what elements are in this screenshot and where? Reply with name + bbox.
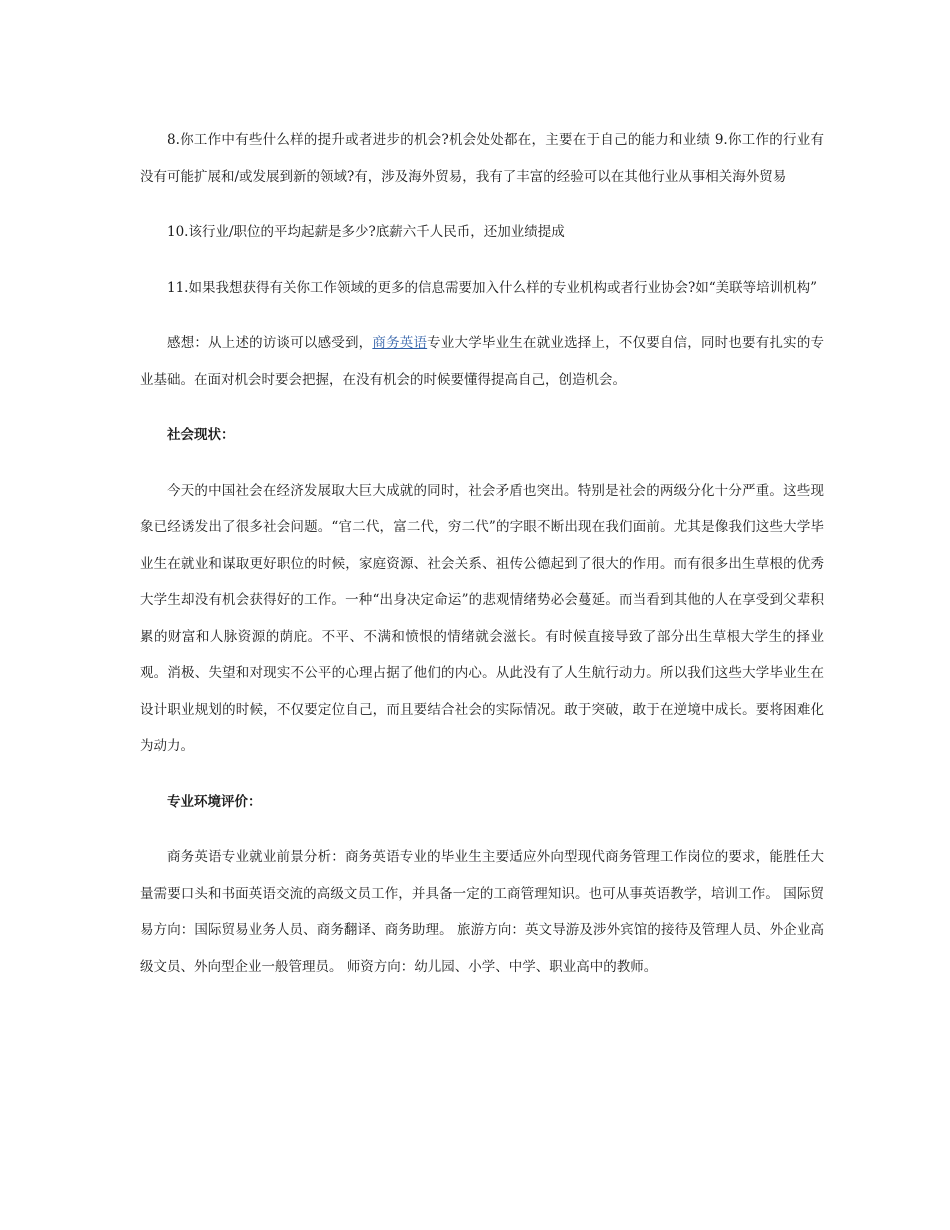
social-status-heading: 社会现状：	[167, 427, 235, 443]
business-english-link[interactable]: 商务英语	[372, 335, 428, 351]
reflection-suffix: 专业大学毕业生在就业选择上，不仅要自信，同时也要有扎实的专业基础。在面对机会时要会把握，在没有机会的时候要懂得提高自己，创造机会。	[140, 335, 825, 388]
major-environment-paragraph: 商务英语专业就业前景分析：商务英语专业的毕业生主要适应外向型现代商务管理工作岗位的要求，能胜任大量需要口头和书面英语交流的高级文员工作，并具备一定的工商管理知识。也可从事英语教学，培训工作。 国际贸易方向：国际贸易业务人员、商务翻译、商务助理。 旅游方向：英文导游及涉外宾馆的接待及管理人员、外企业高级文员、外向型企业一般管理员。 师资方向：幼儿园、小学、中学、职业高中的教师。	[140, 849, 824, 975]
question-11: 11.如果我想获得有关你工作领域的更多的信息需要加入什么样的专业机构或者行业协会?如“美联等培训机构”	[167, 279, 818, 296]
reflection-paragraph	[140, 325, 824, 398]
document-page	[140, 122, 824, 1004]
question-10: 10.该行业/职位的平均起薪是多少?底薪六千人民币，还加业绩提成	[167, 224, 565, 240]
question-8-9: 8.你工作中有些什么样的提升或者进步的机会?机会处处都在，主要在于自己的能力和业绩 9.你工作的行业有没有可能扩展和/或发展到新的领域?有，涉及海外贸易，我有了丰富的经验可以在其他行业从事相关海外贸易	[140, 132, 824, 185]
social-status-paragraph: 今天的中国社会在经济发展取大巨大成就的同时，社会矛盾也突出。特别是社会的两级分化十分严重。这些现象已经诱发出了很多社会问题。“官二代，富二代，穷二代”的字眼不断出现在我们面前。尤其是像我们这些大学毕业生在就业和谋取更好职位的时候，家庭资源、社会关系、祖传公德起到了很大的作用。而有很多出生草根的优秀大学生却没有机会获得好的工作。一种“出身决定命运”的悲观情绪势必会蔓延。而当看到其他的人在享受到父辈积累的财富和人脉资源的荫庇。不平、不满和愤恨的情绪就会滋长。有时候直接导致了部分出生草根大学生的择业观。消极、失望和对现实不公平的心理占据了他们的内心。从此没有了人生航行动力。所以我们这些大学毕业生在设计职业规划的时候，不仅要定位自己，而且要结合社会的实际情况。敢于突破，敢于在逆境中成长。要将困难化为动力。	[140, 482, 824, 754]
reflection-prefix: 感想：从上述的访谈可以感受到，	[167, 335, 373, 351]
major-environment-heading: 专业环境评价：	[167, 793, 262, 810]
